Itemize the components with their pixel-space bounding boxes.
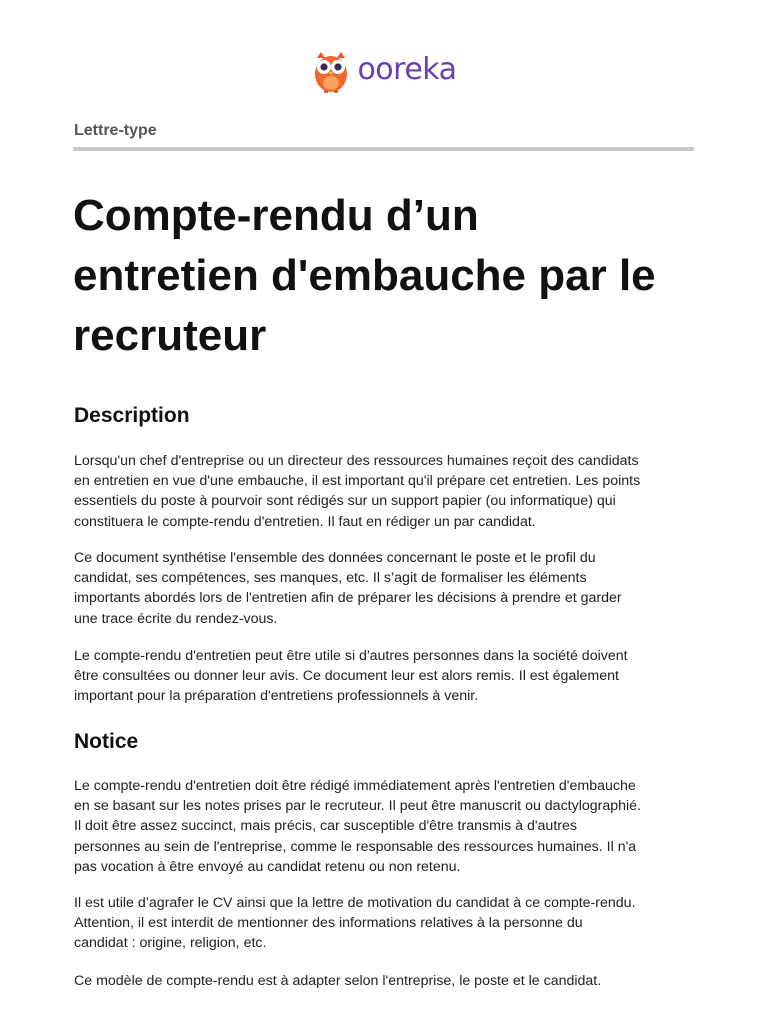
text-line: important pour la préparation d'entretiens professionnels à venir. — [74, 688, 479, 705]
text-line: essentiels du poste à pourvoir sont rédigés sur un support papier (ou informatique) qui — [74, 493, 616, 510]
section-heading-description: Description — [74, 404, 190, 427]
text-line: en se basant sur les notes prises par le recruteur. Il peut être manuscrit ou dactylographié. — [74, 798, 642, 815]
text-line: pas vocation à être envoyé au candidat retenu ou non retenu. — [74, 858, 461, 875]
text-line: Ce modèle de compte-rendu est à adapter selon l'entreprise, le poste et le candidat. — [74, 973, 602, 989]
notice-paragraph — [74, 893, 704, 954]
text-line: Il est utile d’agrafer le CV ainsi que la lettre de motivation du candidat à ce compte-rendu. — [74, 895, 636, 911]
text-line: Il doit être assez succinct, mais précis, car susceptible d'être transmis à d'autres — [74, 818, 577, 835]
text-line: Attention, il est interdit de mentionner des informations relatives à la personne du — [74, 915, 583, 932]
title-line: recruteur — [73, 311, 267, 360]
text-line: une trace écrite du rendez-vous. — [74, 610, 278, 627]
category-divider — [73, 147, 694, 151]
page-header — [0, 48, 768, 96]
text-line: constituera le compte-rendu d'entretien. Il faut en rédiger un par candidat. — [74, 513, 536, 530]
notice-paragraph — [74, 776, 704, 877]
owl-logo-icon — [311, 50, 351, 94]
text-line: Le compte-rendu d'entretien doit être rédigé immédiatement après l'entretien d'embauche — [74, 778, 636, 794]
page-title — [73, 186, 713, 366]
text-line: Lorsqu'un chef d'entreprise ou un directeur des ressources humaines reçoit des candidats — [74, 453, 639, 469]
text-line: importants abordés lors de l'entretien afin de préparer les décisions à prendre et garder — [74, 590, 622, 607]
brand-logo[interactable] — [311, 50, 456, 94]
text-line: être consultées ou donner leur avis. Ce document leur est alors remis. Il est également — [74, 668, 619, 685]
text-line: candidat, ses compétences, ses manques, etc. Il s’agit de formaliser les éléments — [74, 570, 587, 587]
brand-name: ooreka — [357, 52, 457, 87]
description-paragraph — [74, 548, 704, 629]
text-line: candidat : origine, religion, etc. — [74, 935, 267, 952]
text-line: en entretien en vue d'une embauche, il est important qu'il prépare cet entretien. Les points — [74, 473, 641, 490]
text-line: Ce document synthétise l'ensemble des données concernant le poste et le profil du — [74, 550, 596, 566]
description-paragraph — [74, 451, 704, 532]
category-label: Lettre-type — [74, 122, 157, 139]
text-line: personnes au sein de l'entreprise, comme le responsable des ressources humaines. Il n'a — [74, 838, 637, 855]
section-heading-notice: Notice — [74, 730, 139, 753]
description-paragraph — [74, 646, 704, 707]
text-line: Le compte-rendu d'entretien peut être utile si d'autres personnes dans la société doivent — [74, 648, 628, 664]
notice-paragraph — [74, 971, 704, 991]
title-line: entretien d'embauche par le — [73, 251, 656, 300]
title-line: Compte-rendu d’un — [73, 191, 479, 240]
